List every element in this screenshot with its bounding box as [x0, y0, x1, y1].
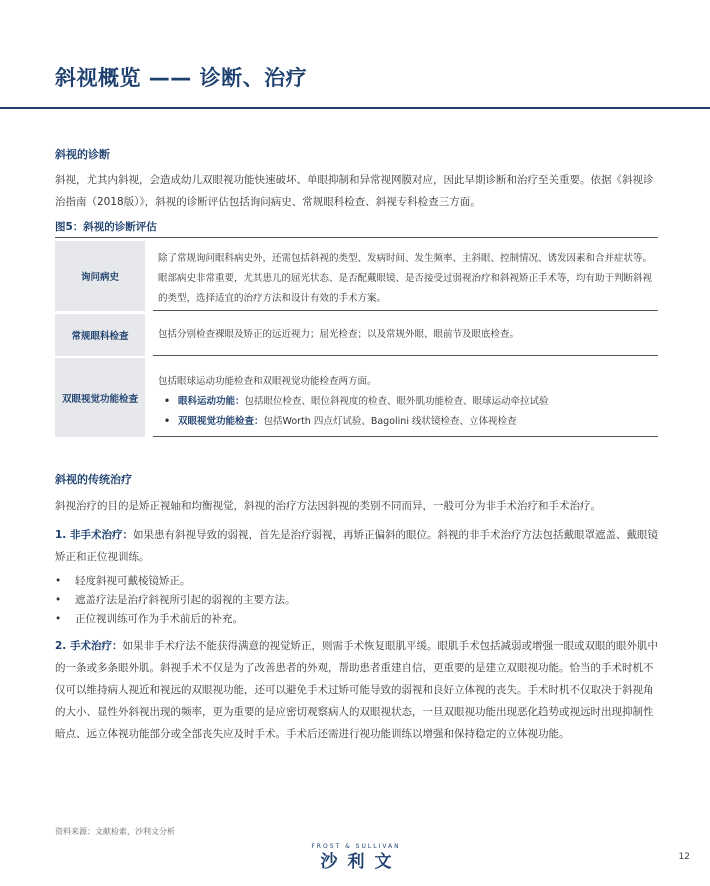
row-label-routine-exam: 常规眼科检查	[55, 314, 145, 356]
table-row	[55, 241, 658, 311]
row-divider	[153, 436, 658, 437]
non-surgical-label: 1. 非手术治疗：	[55, 529, 133, 541]
row-divider	[153, 355, 658, 356]
row-label-binocular-exam: 双眼视觉功能检查	[55, 358, 145, 437]
surgical-text: 如果非手术疗法不能获得满意的视觉矫正，则需手术恢复眼肌平缓。眼肌手术包括减弱或增强一眼或双眼的眼外肌中的一条或多条眼外肌。斜视手术不仅是为了改善患者的外观，帮助患者重建自信，更重要的是建立双眼视功能。恰当的手术时机不仅可以维持病人视近和视远的双眼视功能，还可以避免手术过矫可能导致的弱视和良好立体视的丧失。手术时机不仅取决于斜视角的大小、显性外斜视出现的频率，更为重要的是应密切观察病人的双眼视状态，一旦双眼视功能出现恶化趋势或视远时出现抑制性暗点、远立体视功能部分或全部丧失应及时手术。手术后还需进行视功能训练以增强和保持稳定的立体视功能。	[55, 640, 658, 740]
logo-chinese-text: 沙利文	[320, 852, 402, 872]
list-item: • 双眼视觉功能检查：包括Worth 四点灯试验、Bagolini 线状镜检查、立体视检查	[158, 412, 658, 432]
row-text-binocular-exam: 包括眼球运动功能检查和双眼视觉功能检查两方面。	[158, 376, 377, 387]
surgical-label: 2. 手术治疗：	[55, 640, 123, 652]
non-surgical-text: 如果患有斜视导致的弱视，首先是治疗弱视，再矫正偏斜的眼位。斜视的非手术治疗方法包括戴眼罩遮盖、戴眼镜矫正和正位视训练。	[55, 529, 658, 563]
surgical-paragraph	[55, 635, 660, 745]
list-item: • 遮盖疗法是治疗斜视所引起的弱视的主要方法。	[55, 591, 296, 610]
row-label-history: 询问病史	[55, 241, 145, 311]
list-item: • 正位视训练可作为手术前后的补充。	[55, 610, 296, 629]
logo-english-text: FROST & SULLIVAN	[311, 843, 401, 850]
bullet-icon: •	[164, 416, 171, 427]
bullet-icon: •	[55, 594, 62, 606]
row-content-binocular-exam	[158, 358, 658, 437]
non-surgical-list	[55, 572, 296, 629]
table-row	[55, 314, 658, 356]
row-text-history: 除了常规询问眼科病史外，还需包括斜视的类型、发病时间、发生频率、主斜眼、控制情况、诱发因素和合并症状等。眼部病史非常重要，尤其患儿的屈光状态、是否配戴眼镜、是否接受过弱视治疗和斜视矫正手术等，均有助于判断斜视的类型，选择适宜的治疗方法和设计有效的手术方案。	[158, 253, 653, 304]
bullet-icon: •	[55, 613, 62, 625]
diagnosis-heading: 斜视的诊断	[55, 148, 110, 161]
row-text-routine-exam: 包括分别检查裸眼及矫正的远近视力；屈光检查；以及常规外眼、眼前节及眼底检查。	[158, 329, 520, 340]
list-item: • 轻度斜视可戴棱镜矫正。	[55, 572, 296, 591]
page-title: 斜视概览 —— 诊断、治疗	[55, 66, 308, 90]
list-item: • 眼科运动功能：包括眼位检查、眼位斜视度的检查、眼外肌功能检查、眼球运动牵拉试验	[158, 392, 658, 412]
diagnosis-paragraph: 斜视，尤其内斜视，会造成幼儿双眼视功能快速破坏、单眼抑制和异常视网膜对应，因此早期诊断和治疗至关重要。依据《斜视诊治指南（2018版）》，斜视的诊断评估包括询问病史、常规眼科检查、斜视专科检查三方面。	[55, 174, 654, 208]
table-row	[55, 358, 658, 437]
frost-sullivan-logo	[298, 843, 414, 873]
title-divider	[0, 107, 710, 109]
figure-title: 图5：斜视的诊断评估	[55, 221, 157, 233]
exam-item-list	[158, 392, 658, 432]
row-divider	[153, 310, 658, 311]
treatment-intro: 斜视治疗的目的是矫正视轴和均衡视觉，斜视的治疗方法因斜视的类别不同而异，一般可分为非手术治疗和手术治疗。	[55, 500, 601, 512]
treatment-heading: 斜视的传统治疗	[55, 473, 132, 486]
source-footnote: 资料来源：文献检索，沙利文分析	[55, 827, 175, 836]
non-surgical-paragraph	[55, 524, 660, 568]
bullet-icon: •	[55, 575, 62, 587]
page-number: 12	[678, 852, 690, 862]
figure-top-rule	[55, 237, 658, 238]
bullet-icon: •	[164, 396, 171, 407]
